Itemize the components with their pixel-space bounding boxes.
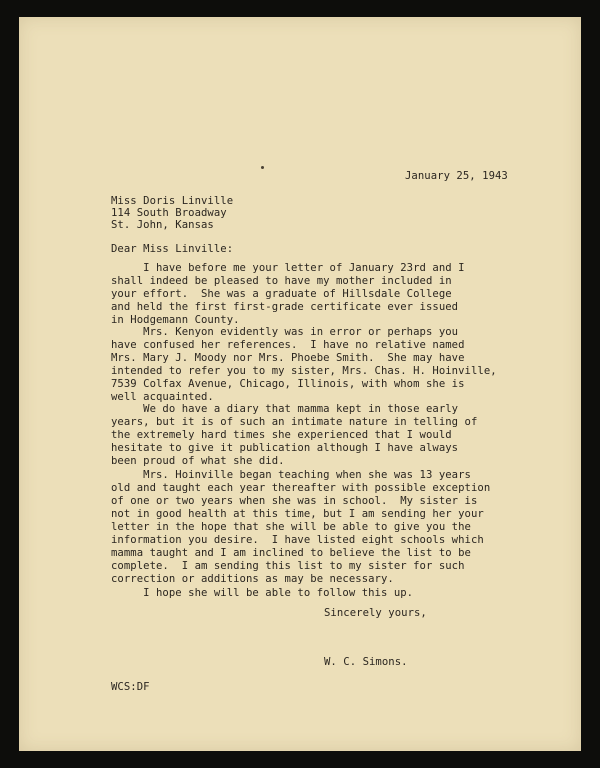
paragraph-line: in Hodgemann County. [111, 314, 240, 326]
paragraph-line: well acquainted. [111, 391, 214, 403]
paragraph-line: mamma taught and I am inclined to believe the list to be [111, 547, 471, 559]
paragraph-line: correction or additions as may be necessary. [111, 573, 394, 585]
salutation: Dear Miss Linville: [111, 243, 234, 255]
paragraph-line: hesitate to give it publication although I have always [111, 442, 459, 454]
paragraph-line: information you desire. I have listed eight schools which [111, 534, 484, 546]
paragraph-line: and held the first first-grade certificate ever issued [111, 301, 459, 313]
recipient-city: St. John, Kansas [111, 219, 214, 231]
paragraph-line: complete. I am sending this list to my sister for such [111, 560, 465, 572]
letter-page [19, 17, 581, 751]
paragraph-line: of one or two years when she was in school. My sister is [111, 495, 478, 507]
closing: Sincerely yours, [324, 607, 427, 619]
paragraph-line: letter in the hope that she will be able to give you the [111, 521, 471, 533]
paragraph-line: been proud of what she did. [111, 455, 285, 467]
recipient-name: Miss Doris Linville [111, 195, 234, 207]
paragraph-line: 7539 Colfax Avenue, Chicago, Illinois, with whom she is [111, 378, 465, 390]
paragraph-line: old and taught each year thereafter with possible exception [111, 482, 491, 494]
signature: W. C. Simons. [324, 656, 408, 668]
paragraph-line: I have before me your letter of January 23rd and I [111, 262, 465, 274]
paragraph-line: shall indeed be pleased to have my mother included in [111, 275, 452, 287]
paragraph-line: Mrs. Hoinville began teaching when she was 13 years [111, 469, 471, 481]
paragraph-line: have confused her references. I have no relative named [111, 339, 465, 351]
paragraph-line: We do have a diary that mamma kept in those early [111, 403, 459, 415]
paragraph-line: Mrs. Kenyon evidently was in error or perhaps you [111, 326, 459, 338]
recipient-street: 114 South Broadway [111, 207, 227, 219]
paper-speck [261, 166, 264, 169]
paragraph-line: your effort. She was a graduate of Hillsdale College [111, 288, 452, 300]
paragraph-line: the extremely hard times she experienced that I would [111, 429, 452, 441]
reference-initials: WCS:DF [111, 681, 150, 693]
paragraph-line: intended to refer you to my sister, Mrs. Chas. H. Hoinville, [111, 365, 497, 377]
paragraph-line: not in good health at this time, but I am sending her your [111, 508, 484, 520]
paragraph-line: I hope she will be able to follow this up. [111, 587, 414, 599]
paragraph-line: years, but it is of such an intimate nature in telling of [111, 416, 478, 428]
paragraph-line: Mrs. Mary J. Moody nor Mrs. Phoebe Smith. She may have [111, 352, 465, 364]
letter-date: January 25, 1943 [405, 170, 508, 182]
